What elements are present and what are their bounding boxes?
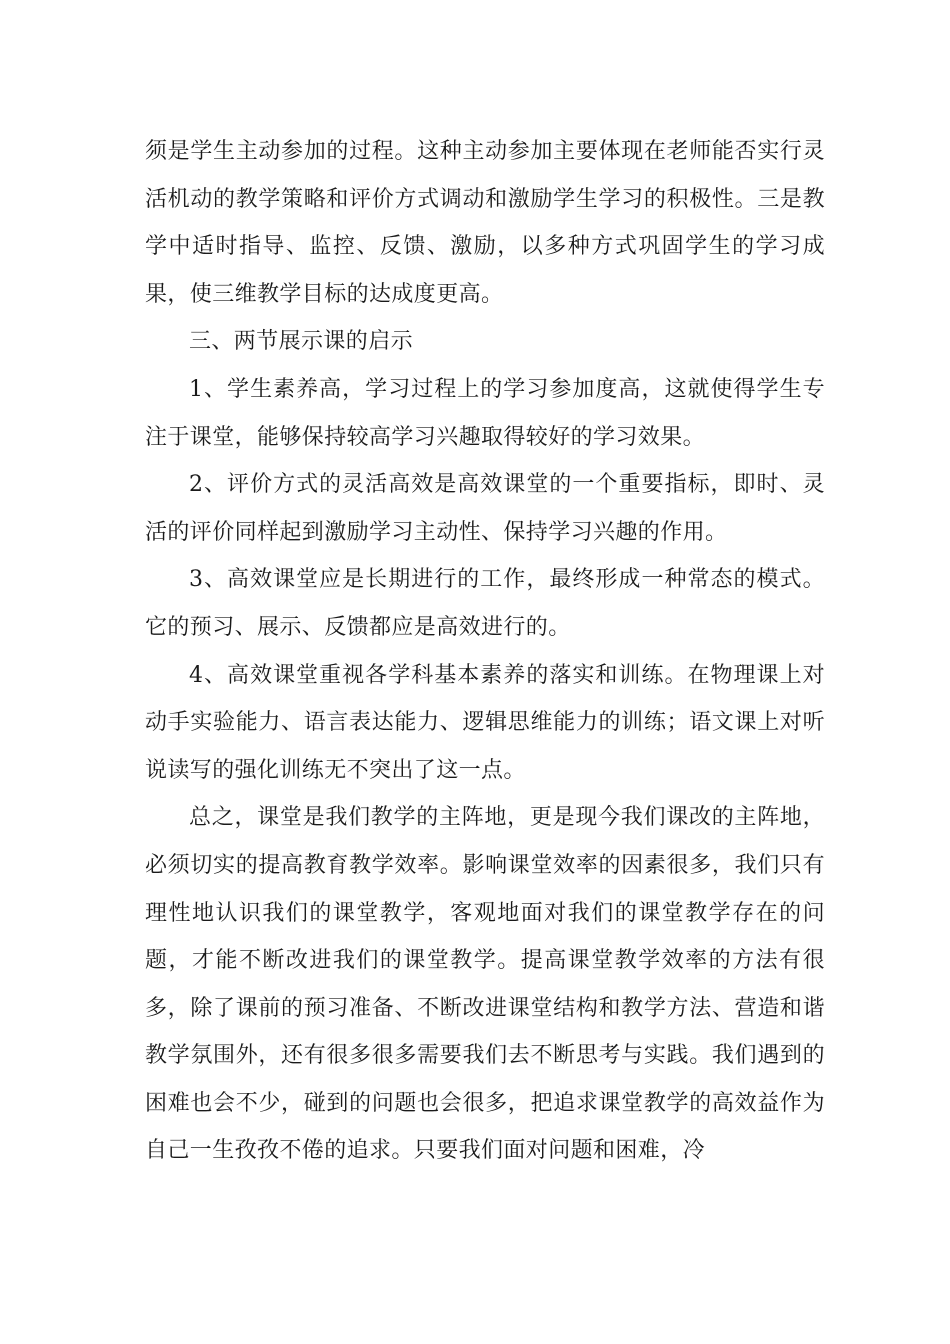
paragraph-item-4: 4、高效课堂重视各学科基本素养的落实和训练。在物理课上对动手实验能力、语言表达能力、逻辑思维能力的训练；语文课上对听说读写的强化训练无不突出了这一点。	[145, 662, 825, 783]
document-body	[145, 128, 825, 1175]
paragraph-item-2: 2、评价方式的灵活高效是高效课堂的一个重要指标，即时、灵活的评价同样起到激励学习主动性、保持学习兴趣的作用。	[145, 472, 825, 545]
section-heading: 三、两节展示课的启示	[189, 329, 414, 355]
paragraph-conclusion: 总之，课堂是我们教学的主阵地，更是现今我们课改的主阵地，必须切实的提高教育教学效率。影响课堂效率的因素很多，我们只有理性地认识我们的课堂教学，客观地面对我们的课堂教学存在的问题，才能不断改进我们的课堂教学。提高课堂教学效率的方法有很多，除了课前的预习准备、不断改进课堂结构和教学方法、营造和谐教学氛围外，还有很多很多需要我们去不断思考与实践。我们遇到的困难也会不少，碰到的问题也会很多，把追求课堂教学的高效益作为自己一生孜孜不倦的追求。只要我们面对问题和困难，冷	[145, 805, 825, 1164]
paragraph-item-1: 1、学生素养高，学习过程上的学习参加度高，这就使得学生专注于课堂，能够保持较高学习兴趣取得较好的学习效果。	[145, 376, 825, 450]
paragraph-item-3: 3、高效课堂应是长期进行的工作，最终形成一种常态的模式。它的预习、展示、反馈都应是高效进行的。	[145, 567, 825, 640]
paragraph-continuation: 须是学生主动参加的过程。这种主动参加主要体现在老师能否实行灵活机动的教学策略和评价方式调动和激励学生学习的积极性。三是教学中适时指导、监控、反馈、激励，以多种方式巩固学生的学习成果，使三维教学目标的达成度更高。	[145, 139, 825, 307]
